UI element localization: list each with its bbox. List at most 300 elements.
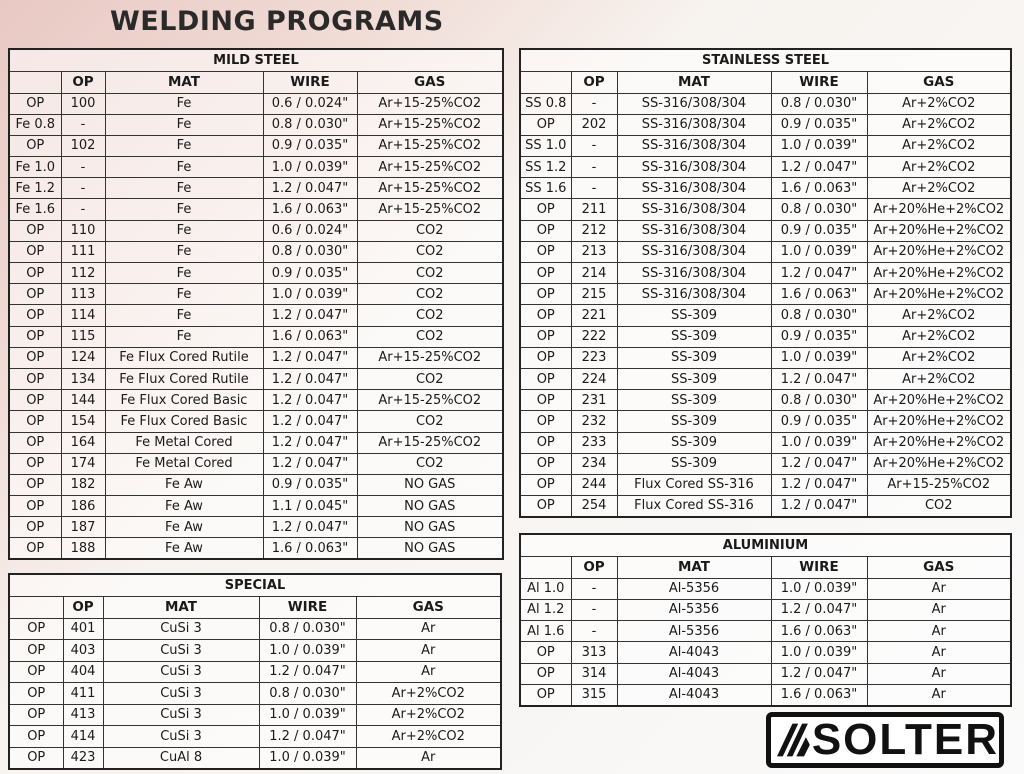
cell-mat: Fe [105,114,263,135]
cell-label: OP [9,263,61,284]
cell-gas: Ar+15-25%CO2 [867,474,1011,495]
header-label [9,71,61,93]
cell-label: OP [520,474,571,495]
cell-op: 134 [61,368,105,389]
cell-label: OP [9,538,61,559]
table-row [9,263,503,284]
cell-gas: Ar+2%CO2 [356,704,501,726]
cell-label: OP [9,432,61,453]
cell-wire: 1.2 / 0.047" [771,599,867,620]
cell-op: - [571,157,617,178]
cell-op: 411 [63,683,103,705]
table-row [520,347,1011,368]
cell-op: - [571,578,617,599]
cell-gas: Ar+2%CO2 [356,683,501,705]
cell-wire: 1.2 / 0.047" [263,305,357,326]
cell-label: OP [9,241,61,262]
cell-mat: SS-309 [617,326,771,347]
cell-gas: NO GAS [357,517,503,538]
cell-mat: Fe [105,157,263,178]
cell-wire: 1.2 / 0.047" [771,474,867,495]
cell-label: SS 1.0 [520,135,571,156]
cell-op: - [571,135,617,156]
cell-label: SS 1.6 [520,178,571,199]
cell-op: - [571,621,617,642]
cell-op: 232 [571,411,617,432]
table-row [9,432,503,453]
cell-mat: SS-316/308/304 [617,241,771,262]
table-row [520,578,1011,599]
cell-gas: Ar+15-25%CO2 [357,157,503,178]
cell-gas: CO2 [867,496,1011,517]
cell-wire: 1.6 / 0.063" [263,199,357,220]
cell-gas: Ar+2%CO2 [867,326,1011,347]
cell-op: 115 [61,326,105,347]
cell-mat: Fe [105,326,263,347]
cell-label: OP [9,326,61,347]
cell-label: OP [520,411,571,432]
cell-wire: 0.9 / 0.035" [771,114,867,135]
logo-stripes-icon [777,723,810,757]
table-row [9,326,503,347]
cell-gas: Ar+15-25%CO2 [357,432,503,453]
cell-mat: CuSi 3 [103,683,259,705]
cell-label: Al 1.2 [520,599,571,620]
cell-label: OP [520,453,571,474]
logo-text: SOLTER [811,715,999,764]
cell-wire: 1.0 / 0.039" [263,284,357,305]
cell-mat: Fe Flux Cored Basic [105,411,263,432]
cell-label: OP [520,663,571,684]
cell-op: 100 [61,93,105,114]
cell-gas: Ar+20%He+2%CO2 [867,263,1011,284]
cell-mat: Al-5356 [617,599,771,620]
cell-label: OP [9,284,61,305]
aluminium-table [519,533,1012,707]
cell-label: Al 1.0 [520,578,571,599]
cell-op: 234 [571,453,617,474]
cell-gas: Ar [356,661,501,683]
cell-op: 114 [61,305,105,326]
cell-mat: Fe Aw [105,474,263,495]
cell-gas: Ar+15-25%CO2 [357,199,503,220]
cell-gas: NO GAS [357,538,503,559]
special-table [8,573,502,770]
cell-op: 113 [61,284,105,305]
cell-mat: SS-316/308/304 [617,199,771,220]
header-wire: WIRE [771,556,867,578]
cell-gas: CO2 [357,263,503,284]
cell-label: OP [520,305,571,326]
cell-gas: CO2 [357,326,503,347]
cell-mat: SS-309 [617,453,771,474]
header-wire: WIRE [771,71,867,93]
cell-mat: SS-316/308/304 [617,284,771,305]
cell-wire: 0.8 / 0.030" [263,114,357,135]
cell-wire: 0.8 / 0.030" [771,390,867,411]
cell-mat: Fe [105,178,263,199]
cell-label: SS 1.2 [520,157,571,178]
cell-op: - [571,599,617,620]
cell-gas: Ar [867,663,1011,684]
cell-op: 231 [571,390,617,411]
cell-wire: 1.0 / 0.039" [771,347,867,368]
cell-wire: 1.6 / 0.063" [263,326,357,347]
cell-label: OP [520,199,571,220]
cell-op: - [571,178,617,199]
cell-mat: Flux Cored SS-316 [617,474,771,495]
cell-label: Fe 1.6 [9,199,61,220]
header-gas: GAS [867,556,1011,578]
header-mat: MAT [103,596,259,618]
cell-label: OP [9,618,63,640]
cell-op: 186 [61,496,105,517]
table-row [9,726,501,748]
cell-gas: Ar [867,684,1011,705]
cell-label: OP [9,474,61,495]
cell-wire: 0.8 / 0.030" [771,305,867,326]
cell-label: OP [520,114,571,135]
cell-mat: Fe Aw [105,496,263,517]
table-row [9,220,503,241]
cell-label: OP [9,683,63,705]
table-row [9,114,503,135]
cell-wire: 0.8 / 0.030" [771,199,867,220]
cell-op: 187 [61,517,105,538]
cell-wire: 0.8 / 0.030" [259,683,356,705]
cell-mat: Fe Aw [105,517,263,538]
cell-label: OP [9,411,61,432]
cell-op: 233 [571,432,617,453]
cell-label: OP [9,368,61,389]
cell-mat: SS-309 [617,432,771,453]
cell-mat: Fe Flux Cored Basic [105,390,263,411]
cell-wire: 1.0 / 0.039" [263,157,357,178]
cell-mat: Fe [105,220,263,241]
cell-wire: 0.9 / 0.035" [771,326,867,347]
table-row [520,178,1011,199]
cell-mat: CuAl 8 [103,747,259,769]
cell-mat: SS-309 [617,390,771,411]
cell-gas: Ar+20%He+2%CO2 [867,241,1011,262]
cell-label: OP [9,517,61,538]
cell-wire: 1.0 / 0.039" [259,747,356,769]
cell-gas: Ar+15-25%CO2 [357,347,503,368]
table-row [520,368,1011,389]
cell-gas: Ar [356,747,501,769]
cell-wire: 0.8 / 0.030" [263,241,357,262]
cell-mat: Flux Cored SS-316 [617,496,771,517]
cell-op: 182 [61,474,105,495]
cell-op: 222 [571,326,617,347]
page-title: WELDING PROGRAMS [110,6,444,37]
table-row [520,599,1011,620]
table-title: ALUMINIUM [520,534,1011,556]
cell-wire: 1.2 / 0.047" [771,157,867,178]
table-row [9,538,503,559]
table-row [9,368,503,389]
table-row [520,326,1011,347]
table-row [9,474,503,495]
cell-label: OP [9,496,61,517]
cell-label: OP [9,453,61,474]
table-row [9,199,503,220]
header-label [520,71,571,93]
cell-op: 111 [61,241,105,262]
cell-op: 144 [61,390,105,411]
table-row [9,284,503,305]
table-row [9,704,501,726]
cell-op: 423 [63,747,103,769]
cell-gas: NO GAS [357,496,503,517]
cell-label: OP [9,93,61,114]
table-row [520,135,1011,156]
table-row [520,474,1011,495]
cell-wire: 1.2 / 0.047" [263,453,357,474]
cell-wire: 1.6 / 0.063" [771,621,867,642]
cell-wire: 1.0 / 0.039" [771,135,867,156]
cell-wire: 1.2 / 0.047" [263,390,357,411]
table-row [9,496,503,517]
cell-label: OP [520,390,571,411]
cell-gas: Ar+2%CO2 [867,93,1011,114]
cell-op: 211 [571,199,617,220]
cell-wire: 1.6 / 0.063" [771,284,867,305]
cell-gas: CO2 [357,241,503,262]
cell-label: Al 1.6 [520,621,571,642]
cell-gas: Ar+2%CO2 [867,305,1011,326]
cell-wire: 1.2 / 0.047" [259,726,356,748]
cell-label: OP [9,726,63,748]
cell-label: OP [9,390,61,411]
table-row [9,347,503,368]
cell-mat: Al-5356 [617,621,771,642]
cell-wire: 1.2 / 0.047" [771,496,867,517]
cell-mat: Al-4043 [617,684,771,705]
header-row [520,556,1011,578]
cell-op: 212 [571,220,617,241]
cell-gas: Ar+20%He+2%CO2 [867,453,1011,474]
table-row [520,263,1011,284]
cell-wire: 0.9 / 0.035" [771,411,867,432]
cell-gas: Ar+20%He+2%CO2 [867,199,1011,220]
cell-op: - [61,199,105,220]
table-row [520,432,1011,453]
cell-wire: 1.0 / 0.039" [259,704,356,726]
cell-wire: 1.2 / 0.047" [771,263,867,284]
header-mat: MAT [617,556,771,578]
cell-op: 112 [61,263,105,284]
header-label [9,596,63,618]
cell-mat: CuSi 3 [103,618,259,640]
table-row [9,453,503,474]
cell-op: 244 [571,474,617,495]
cell-gas: Ar [867,642,1011,663]
cell-op: 224 [571,368,617,389]
cell-op: - [61,157,105,178]
cell-op: 314 [571,663,617,684]
cell-mat: SS-316/308/304 [617,263,771,284]
cell-gas: CO2 [357,305,503,326]
table-row [520,93,1011,114]
cell-label: OP [520,220,571,241]
table-row [520,241,1011,262]
cell-label: OP [9,747,63,769]
cell-mat: CuSi 3 [103,704,259,726]
table-row [9,135,503,156]
cell-mat: Al-4043 [617,663,771,684]
cell-op: 102 [61,135,105,156]
cell-gas: Ar [356,640,501,662]
cell-label: OP [9,661,63,683]
cell-op: 254 [571,496,617,517]
table-row [520,284,1011,305]
cell-mat: SS-316/308/304 [617,114,771,135]
cell-wire: 1.0 / 0.039" [259,640,356,662]
cell-wire: 0.6 / 0.024" [263,220,357,241]
cell-label: OP [9,220,61,241]
table-row [520,199,1011,220]
cell-wire: 1.2 / 0.047" [259,661,356,683]
cell-op: 174 [61,453,105,474]
cell-gas: CO2 [357,368,503,389]
cell-mat: Fe [105,93,263,114]
table-row [520,220,1011,241]
cell-op: 223 [571,347,617,368]
header-wire: WIRE [263,71,357,93]
cell-wire: 0.8 / 0.030" [771,93,867,114]
cell-wire: 1.2 / 0.047" [263,178,357,199]
table-row [520,642,1011,663]
table-row [520,621,1011,642]
cell-label: OP [9,135,61,156]
cell-mat: SS-309 [617,411,771,432]
cell-op: 202 [571,114,617,135]
cell-wire: 1.2 / 0.047" [263,432,357,453]
cell-mat: Fe [105,263,263,284]
mild-steel-table [8,48,504,560]
cell-gas: Ar+20%He+2%CO2 [867,390,1011,411]
table-row [9,411,503,432]
cell-label: OP [520,368,571,389]
table-row [520,305,1011,326]
header-mat: MAT [617,71,771,93]
cell-gas: Ar+20%He+2%CO2 [867,411,1011,432]
table-title: MILD STEEL [9,49,503,71]
cell-op: 215 [571,284,617,305]
table-row [520,157,1011,178]
cell-mat: SS-309 [617,368,771,389]
cell-gas: Ar+15-25%CO2 [357,114,503,135]
cell-gas: NO GAS [357,474,503,495]
table-row [9,305,503,326]
cell-gas: Ar+2%CO2 [867,157,1011,178]
cell-gas: Ar+2%CO2 [356,726,501,748]
table-row [520,663,1011,684]
cell-op: 154 [61,411,105,432]
header-op: OP [571,71,617,93]
header-wire: WIRE [259,596,356,618]
cell-gas: Ar+15-25%CO2 [357,135,503,156]
cell-op: 315 [571,684,617,705]
cell-label: Fe 0.8 [9,114,61,135]
table-row [9,640,501,662]
cell-mat: Al-5356 [617,578,771,599]
header-mat: MAT [105,71,263,93]
cell-op: 401 [63,618,103,640]
table-row [9,747,501,769]
cell-mat: Fe Flux Cored Rutile [105,368,263,389]
cell-label: OP [520,496,571,517]
cell-op: 413 [63,704,103,726]
cell-mat: Fe [105,135,263,156]
cell-op: 188 [61,538,105,559]
cell-mat: Al-4043 [617,642,771,663]
cell-op: 124 [61,347,105,368]
cell-gas: CO2 [357,220,503,241]
cell-label: Fe 1.0 [9,157,61,178]
cell-label: OP [520,241,571,262]
cell-label: OP [9,347,61,368]
cell-mat: Fe Metal Cored [105,432,263,453]
cell-label: OP [520,642,571,663]
table-row [520,390,1011,411]
header-gas: GAS [356,596,501,618]
header-row [520,71,1011,93]
cell-op: 313 [571,642,617,663]
cell-op: 164 [61,432,105,453]
cell-mat: Fe [105,241,263,262]
cell-wire: 1.2 / 0.047" [263,368,357,389]
cell-wire: 0.8 / 0.030" [259,618,356,640]
cell-gas: Ar+2%CO2 [867,178,1011,199]
cell-wire: 0.9 / 0.035" [263,135,357,156]
table-row [9,683,501,705]
cell-gas: CO2 [357,284,503,305]
cell-wire: 0.9 / 0.035" [771,220,867,241]
cell-mat: Fe Metal Cored [105,453,263,474]
table-row [9,93,503,114]
cell-wire: 1.6 / 0.063" [771,178,867,199]
cell-label: OP [520,432,571,453]
cell-mat: SS-316/308/304 [617,93,771,114]
cell-wire: 1.0 / 0.039" [771,241,867,262]
header-gas: GAS [357,71,503,93]
cell-wire: 1.2 / 0.047" [263,347,357,368]
table-row [9,157,503,178]
table-row [9,390,503,411]
cell-wire: 0.6 / 0.024" [263,93,357,114]
cell-label: SS 0.8 [520,93,571,114]
cell-gas: CO2 [357,453,503,474]
cell-label: OP [9,704,63,726]
table-row [9,517,503,538]
cell-op: 213 [571,241,617,262]
cell-mat: SS-316/308/304 [617,220,771,241]
solter-logo [766,712,1004,768]
stainless-steel-table [519,48,1012,518]
cell-label: OP [520,684,571,705]
header-op: OP [61,71,105,93]
cell-op: 404 [63,661,103,683]
cell-mat: SS-309 [617,305,771,326]
cell-mat: SS-316/308/304 [617,157,771,178]
cell-op: 110 [61,220,105,241]
cell-label: OP [520,284,571,305]
table-row [520,114,1011,135]
cell-gas: Ar+2%CO2 [867,368,1011,389]
cell-gas: Ar [356,618,501,640]
